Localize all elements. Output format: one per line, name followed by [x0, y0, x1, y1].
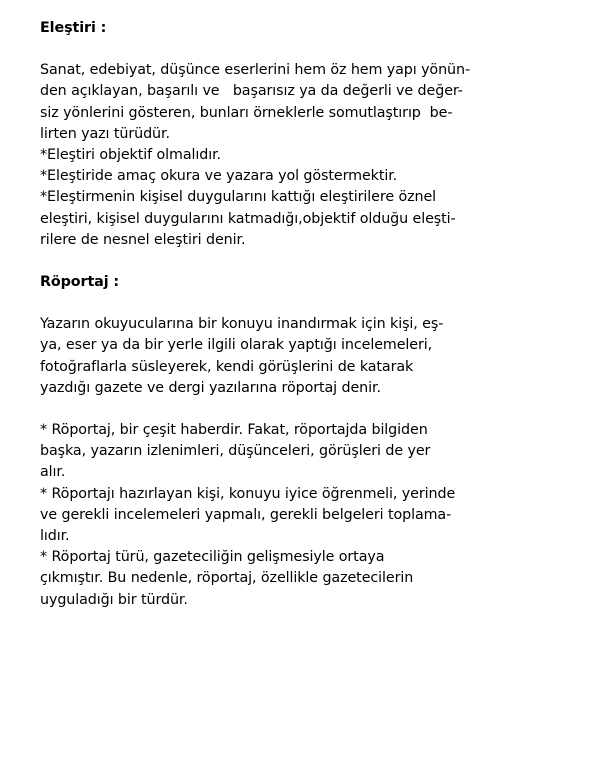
text-line: lirten yazı türüdür. — [40, 125, 170, 142]
text-line: uyguladığı bir türdür. — [40, 591, 188, 608]
text-line: başka, yazarın izlenimleri, düşünceleri, görüşleri de yer — [40, 443, 431, 460]
text-line: çıkmıştır. Bu nedenle, röportaj, özellikle gazetecilerin — [40, 570, 414, 587]
text-line: rilere de nesnel eleştiri denir. — [40, 231, 246, 248]
section-heading-roportaj: Röportaj : — [40, 274, 120, 291]
section-heading-elestiri: Eleştiri : — [40, 20, 107, 36]
text-line: * Röportaj, bir çeşit haberdir. Fakat, röportajda bilgiden — [40, 422, 428, 439]
text-line: alır. — [40, 464, 66, 481]
text-line: yazdığı gazete ve dergi yazılarına röportaj denir. — [40, 379, 381, 396]
text-line: siz yönlerini gösteren, bunları örneklerle somutlaştırıp be- — [40, 104, 453, 121]
section-spacer — [40, 251, 570, 272]
paragraph-roportaj-notes — [40, 420, 570, 611]
text-line: Sanat, edebiyat, düşünce eserlerini hem öz hem yapı yönün- — [40, 62, 471, 79]
paragraph-spacer — [40, 399, 570, 420]
text-line: * Röportajı hazırlayan kişi, konuyu iyice öğrenmeli, yerinde — [40, 485, 456, 502]
paragraph-elestiri-definition — [40, 60, 570, 251]
text-line: * Röportaj türü, gazeteciliğin gelişmesiyle ortaya — [40, 549, 385, 566]
document-page — [40, 18, 570, 611]
text-line: *Eleştirmenin kişisel duygularını kattığı eleştirilere öznel — [40, 189, 437, 206]
paragraph-roportaj-definition — [40, 314, 570, 399]
text-line: eleştiri, kişisel duygularını katmadığı,objektif olduğu eleşti- — [40, 210, 456, 227]
text-line: *Eleştiride amaç okura ve yazara yol göstermektir. — [40, 168, 398, 185]
text-line: fotoğraflarla süsleyerek, kendi görüşlerini de katarak — [40, 358, 414, 375]
text-line: *Eleştiri objektif olmalıdır. — [40, 147, 222, 164]
text-line: Yazarın okuyucularına bir konuyu inandırmak için kişi, eş- — [40, 316, 444, 333]
text-line: ya, eser ya da bir yerle ilgili olarak yaptığı incelemeleri, — [40, 337, 433, 354]
text-line: den açıklayan, başarılı ve başarısız ya da değerli ve değer- — [40, 83, 463, 100]
text-line: lıdır. — [40, 528, 70, 545]
text-line: ve gerekli incelemeleri yapmalı, gerekli belgeleri toplama- — [40, 506, 452, 523]
